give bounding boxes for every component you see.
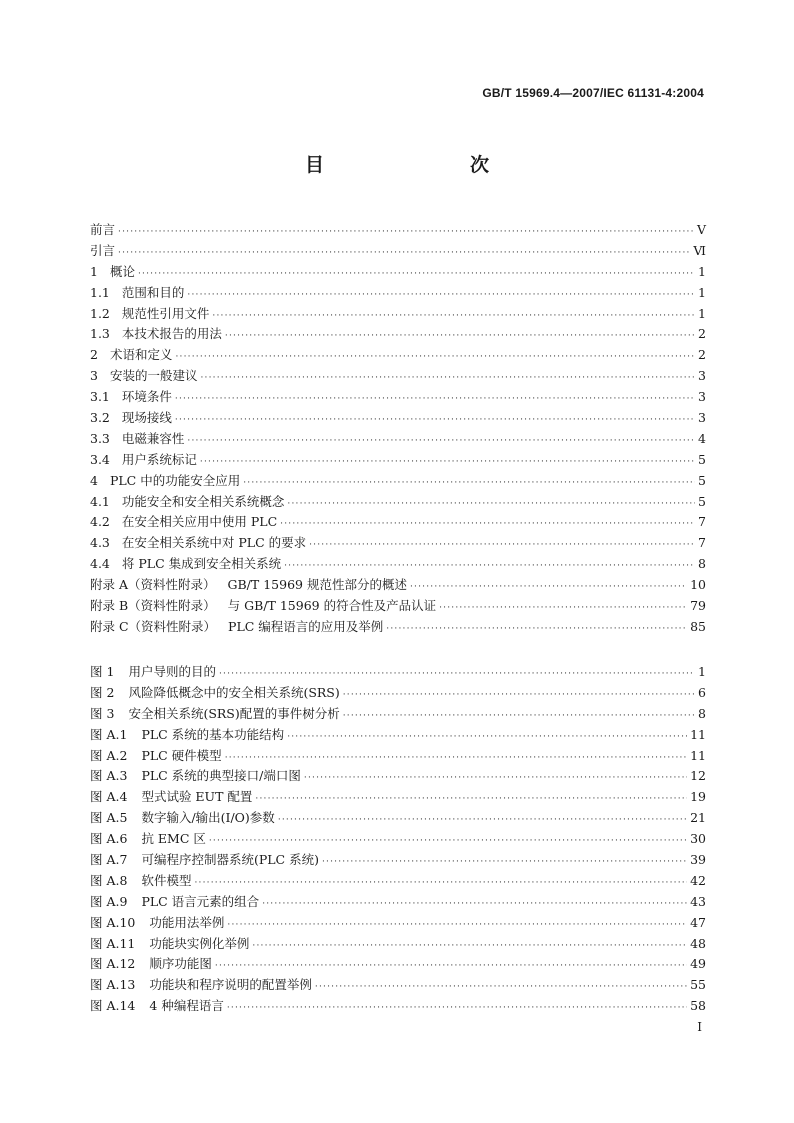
toc-entry-number: 图 A.13: [90, 977, 136, 993]
toc-entry[interactable]: [90, 746, 706, 767]
toc-entry-page: 43: [690, 893, 706, 909]
toc-leader-dots: [287, 494, 695, 515]
toc-leader-dots: [252, 936, 687, 957]
toc-entry-number: 图 A.1: [90, 726, 128, 742]
toc-leader-dots: [386, 619, 687, 640]
toc-leader-dots: [215, 956, 687, 977]
toc-leader-dots: [343, 685, 695, 706]
toc-entry-label: 规范性引用文件: [121, 305, 210, 321]
toc-entry-page: 47: [690, 914, 706, 930]
toc-leader-dots: [243, 473, 695, 494]
toc-entry-label: PLC 系统的典型接口/端口图: [141, 768, 301, 784]
page-number: Ⅰ: [697, 1020, 702, 1034]
toc-entry[interactable]: [90, 345, 706, 366]
toc-entry-number: 图 A.3: [90, 768, 128, 784]
toc-entry-page: 49: [690, 956, 706, 972]
toc-entry-page: 48: [690, 935, 706, 951]
toc-entry[interactable]: [90, 575, 706, 596]
toc-leader-dots: [209, 831, 687, 852]
toc-entry-number: 1.1: [90, 284, 110, 300]
toc-entry-number: 4.1: [90, 493, 110, 509]
toc-entry-label: 功能块实例化举例: [149, 935, 250, 951]
toc-entry[interactable]: [90, 429, 706, 450]
toc-entry-number: 图 A.8: [90, 872, 128, 888]
toc-entry-number: 3: [90, 368, 98, 384]
toc-entry[interactable]: [90, 304, 706, 325]
toc-entry-number: 图 A.10: [90, 914, 136, 930]
toc-leader-dots: [227, 915, 687, 936]
toc-entry[interactable]: [90, 934, 706, 955]
toc-entry[interactable]: [90, 662, 706, 683]
toc-leader-dots: [187, 431, 695, 452]
toc-entry-page: 11: [690, 726, 706, 742]
toc-entry[interactable]: [90, 220, 706, 241]
toc-entry-number: 图 3: [90, 705, 115, 721]
toc-entry-label: PLC 语言元素的组合: [141, 893, 260, 909]
toc-entry-page: 6: [698, 684, 706, 700]
toc-entry-page: 1: [698, 305, 706, 321]
list-of-figures: [90, 662, 706, 1017]
page-title: 目 次: [304, 154, 525, 176]
toc-entry-page: 3: [698, 389, 706, 405]
toc-entry-label: PLC 中的功能安全应用: [109, 472, 241, 488]
toc-entry-number: 图 A.6: [90, 831, 128, 847]
toc-entry-page: 30: [690, 831, 706, 847]
toc-entry-page: 8: [698, 705, 706, 721]
toc-entry[interactable]: [90, 596, 706, 617]
toc-entry-label: PLC 系统的基本功能结构: [141, 726, 285, 742]
toc-entry-label: 现场接线: [121, 410, 172, 426]
toc-entry-page: 11: [690, 747, 706, 763]
toc-leader-dots: [175, 347, 695, 368]
toc-entry-number: 1: [90, 263, 98, 279]
toc-entry-label: 本技术报告的用法: [121, 326, 222, 342]
toc-entry-number: 3.3: [90, 430, 110, 446]
toc-entry-label: 功能安全和安全相关系统概念: [121, 493, 285, 509]
toc-leader-dots: [118, 243, 690, 264]
toc-leader-dots: [262, 894, 687, 915]
toc-entry-page: Ⅴ: [696, 222, 706, 237]
toc-entry-number: 2: [90, 347, 98, 363]
toc-entry[interactable]: [90, 283, 706, 304]
toc-leader-dots: [227, 998, 687, 1019]
toc-entry-page: 58: [690, 998, 706, 1014]
toc-entry-label: 在安全相关应用中使用 PLC: [121, 514, 278, 530]
toc-entry-label: 与 GB/T 15969 的符合性及产品认证: [227, 598, 437, 614]
toc-entry[interactable]: [90, 975, 706, 996]
toc-entry-label: 前言: [90, 222, 116, 237]
toc-leader-dots: [284, 556, 695, 577]
toc-leader-dots: [194, 873, 687, 894]
toc-entry-number: 图 A.2: [90, 747, 128, 763]
toc-entry[interactable]: [90, 913, 706, 934]
toc-entry-number: 4: [90, 472, 98, 488]
toc-leader-dots: [175, 389, 695, 410]
toc-leader-dots: [439, 598, 687, 619]
toc-entry-page: 1: [698, 263, 706, 279]
toc-leader-dots: [138, 264, 695, 285]
toc-entry-label: 抗 EMC 区: [141, 831, 206, 847]
toc-entry-number: 图 A.7: [90, 852, 128, 868]
toc-entry-label: PLC 编程语言的应用及举例: [228, 618, 384, 634]
toc-entry-label: 功能块和程序说明的配置举例: [149, 977, 312, 993]
toc-entry-label: PLC 硬件模型: [141, 747, 222, 763]
toc-entry-page: 19: [690, 789, 706, 805]
toc-entry-page: 42: [690, 872, 706, 888]
toc-leader-dots: [280, 514, 695, 535]
toc-entry-label: 电磁兼容性: [121, 430, 185, 446]
toc-entry-page: 5: [698, 451, 706, 467]
toc-entry-label: 环境条件: [121, 389, 172, 405]
toc-entry-page: 2: [698, 347, 706, 363]
toc-entry-page: 7: [698, 514, 706, 530]
toc-entry-page: 3: [698, 410, 706, 426]
toc-entry[interactable]: [90, 808, 706, 829]
toc-entry-number: 4.2: [90, 514, 110, 530]
toc-entry-page: 2: [698, 326, 706, 342]
toc-entry-page: Ⅵ: [693, 242, 706, 258]
toc-entry-number: 附录 A（资料性附录）: [90, 577, 216, 593]
toc-entry-label: 引言: [90, 242, 116, 258]
toc-entry-page: 5: [698, 472, 706, 488]
toc-entry[interactable]: [90, 512, 706, 533]
toc-entry[interactable]: [90, 787, 706, 808]
toc-entry[interactable]: [90, 704, 706, 725]
toc-entry-label: 安装的一般建议: [109, 368, 198, 384]
toc-entry-number: 4.4: [90, 556, 110, 572]
toc-entry-page: 85: [690, 618, 706, 634]
toc-entry-number: 1.3: [90, 326, 110, 342]
toc-entry[interactable]: [90, 996, 706, 1017]
toc-entry-label: 软件模型: [141, 872, 192, 888]
toc-entry-number: 附录 B（资料性附录）: [90, 598, 216, 614]
toc-entry-label: 安全相关系统(SRS)配置的事件树分析: [128, 705, 340, 721]
toc-entry[interactable]: [90, 408, 706, 429]
toc-entry-number: 4.3: [90, 535, 110, 551]
toc-leader-dots: [255, 789, 687, 810]
toc-entry[interactable]: [90, 871, 706, 892]
toc-leader-dots: [410, 577, 687, 598]
toc-leader-dots: [322, 852, 687, 873]
toc-leader-dots: [225, 326, 695, 347]
toc-entry[interactable]: [90, 533, 706, 554]
toc-entry[interactable]: [90, 554, 706, 575]
toc-entry-number: 图 A.12: [90, 956, 136, 972]
toc-entry[interactable]: [90, 892, 706, 913]
toc-entry-number: 图 1: [90, 664, 115, 679]
toc-entry-label: 将 PLC 集成到安全相关系统: [121, 556, 282, 572]
toc-entry-label: 用户系统标记: [121, 451, 197, 467]
toc-entry-page: 3: [698, 368, 706, 384]
toc-entry[interactable]: [90, 492, 706, 513]
toc-entry[interactable]: [90, 262, 706, 283]
toc-entry-label: GB/T 15969 规范性部分的概述: [227, 577, 407, 593]
toc-entry-page: 12: [690, 768, 706, 784]
table-of-contents: [90, 220, 706, 638]
toc-entry-label: 用户导则的目的: [128, 664, 216, 679]
toc-entry-number: 1.2: [90, 305, 110, 321]
toc-entry-label: 范围和目的: [121, 284, 185, 300]
toc-entry-number: 图 A.14: [90, 998, 136, 1014]
toc-entry-number: 图 A.9: [90, 893, 128, 909]
toc-entry-number: 附录 C（资料性附录）: [90, 618, 217, 634]
toc-entry-page: 55: [690, 977, 706, 993]
toc-leader-dots: [278, 810, 687, 831]
toc-leader-dots: [200, 368, 695, 389]
toc-entry-page: 8: [698, 556, 706, 572]
toc-entry-page: 1: [698, 284, 706, 300]
toc-leader-dots: [309, 535, 695, 556]
toc-entry-label: 在安全相关系统中对 PLC 的要求: [121, 535, 307, 551]
toc-entry-page: 7: [698, 535, 706, 551]
toc-entry-label: 数字输入/输出(I/O)参数: [141, 810, 275, 826]
toc-entry-label: 可编程序控制器系统(PLC 系统): [141, 852, 319, 868]
toc-entry[interactable]: [90, 450, 706, 471]
toc-entry-label: 顺序功能图: [149, 956, 212, 972]
toc-entry-number: 3.1: [90, 389, 110, 405]
toc-entry-number: 图 A.5: [90, 810, 128, 826]
toc-entry[interactable]: [90, 366, 706, 387]
toc-entry[interactable]: [90, 766, 706, 787]
toc-entry-label: 4 种编程语言: [149, 998, 224, 1014]
toc-entry-page: 5: [698, 493, 706, 509]
toc-leader-dots: [304, 768, 687, 789]
toc-entry-page: 79: [690, 598, 706, 614]
toc-entry[interactable]: [90, 241, 706, 262]
toc-entry[interactable]: [90, 617, 706, 638]
toc-entry-label: 风险降低概念中的安全相关系统(SRS): [128, 684, 340, 700]
toc-entry-number: 3.2: [90, 410, 110, 426]
toc-leader-dots: [187, 285, 695, 306]
toc-entry-number: 图 A.4: [90, 789, 128, 805]
toc-leader-dots: [315, 977, 687, 998]
toc-leader-dots: [219, 664, 695, 685]
toc-entry-page: 10: [690, 577, 706, 593]
toc-entry[interactable]: [90, 683, 706, 704]
toc-entry-label: 功能用法举例: [149, 914, 225, 930]
toc-entry[interactable]: [90, 829, 706, 850]
toc-entry-page: 1: [698, 664, 706, 679]
toc-entry-label: 型式试验 EUT 配置: [141, 789, 253, 805]
standard-code: GB/T 15969.4—2007/IEC 61131-4:2004: [482, 86, 704, 100]
toc-entry-page: 4: [698, 430, 706, 446]
toc-entry-page: 39: [690, 852, 706, 868]
toc-leader-dots: [118, 222, 694, 243]
toc-entry[interactable]: [90, 387, 706, 408]
toc-entry-number: 3.4: [90, 451, 110, 467]
toc-entry-number: 图 A.11: [90, 935, 136, 951]
toc-leader-dots: [200, 452, 695, 473]
toc-entry-page: 21: [690, 810, 706, 826]
toc-entry[interactable]: [90, 850, 706, 871]
toc-leader-dots: [175, 410, 695, 431]
toc-leader-dots: [225, 748, 687, 769]
toc-leader-dots: [287, 727, 687, 748]
toc-entry[interactable]: [90, 954, 706, 975]
toc-entry[interactable]: [90, 471, 706, 492]
toc-leader-dots: [343, 706, 695, 727]
toc-entry[interactable]: [90, 725, 706, 746]
toc-entry[interactable]: [90, 324, 706, 345]
toc-leader-dots: [212, 306, 695, 327]
toc-entry-label: 术语和定义: [109, 347, 173, 363]
toc-entry-number: 图 2: [90, 684, 115, 700]
toc-entry-label: 概论: [109, 263, 135, 279]
